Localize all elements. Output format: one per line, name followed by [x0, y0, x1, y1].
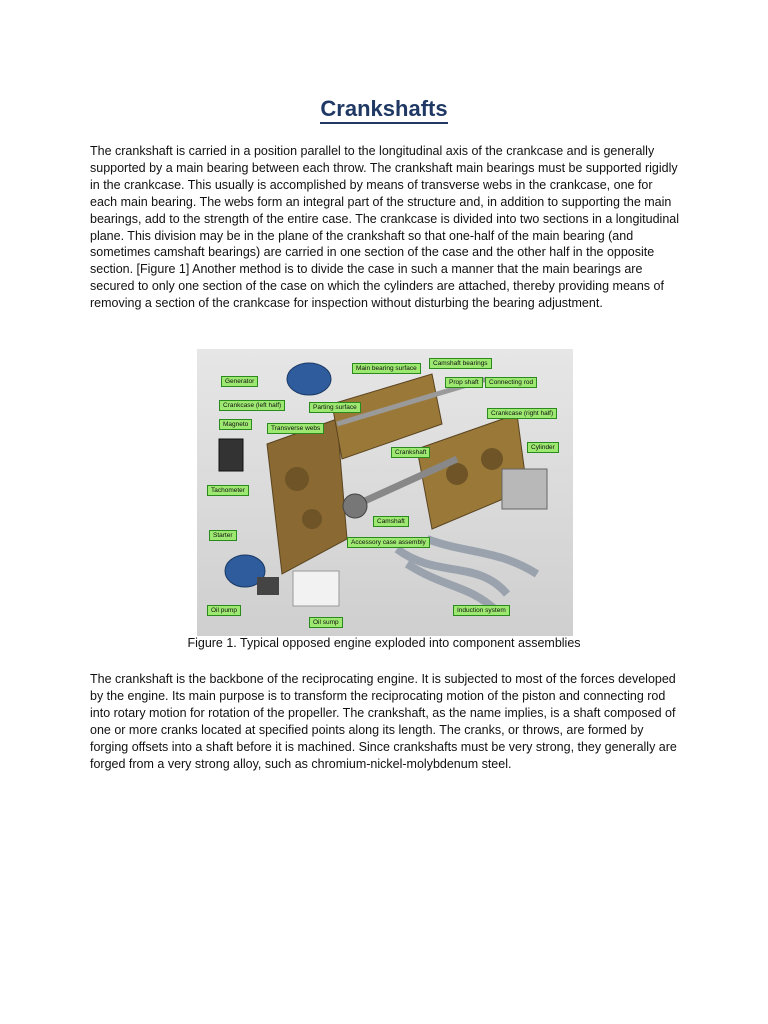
figure-label-cylinder: Cylinder	[527, 442, 559, 453]
figure-label-tachometer: Tachometer	[207, 485, 249, 496]
figure-label-induction-system: Induction system	[453, 605, 510, 616]
figure-label-oil-sump: Oil sump	[309, 617, 343, 628]
figure-label-connecting-rod: Connecting rod	[485, 377, 537, 388]
figure-label-transverse-webs: Transverse webs	[267, 423, 324, 434]
figure-label-parting-surface: Parting surface	[309, 402, 361, 413]
figure-label-crankshaft: Crankshaft	[391, 447, 430, 458]
engine-illustration	[197, 349, 573, 636]
figure-label-oil-pump: Oil pump	[207, 605, 241, 616]
magneto-shape	[219, 439, 243, 471]
cylinder-shape	[502, 469, 547, 509]
paragraph-intro: The crankshaft is carried in a position parallel to the longitudinal axis of the crankcase and is generally supported by a main bearing between each throw. The crankshaft main bearings must be supported rigidly in the crankcase. This usually is accomplished by means of transverse webs in the crankcase, one for each main bearing. The webs form an integral part of the structure and, in addition to supporting the main bearings, add to the strength of the entire case. The crankcase is divided into two sections in a longitudinal plane. This division may be in the plane of the crankshaft so that one-half of the main bearing (and sometimes camshaft bearings) are carried in one section of the case and the other half in the opposite section. [Figure 1] Another method is to divide the case in such a manner that the main bearings are secured to only one section of the case on which the cylinders are attached, thereby providing means of removing a section of the crankcase for inspection without disturbing the bearing adjustment.	[90, 144, 680, 311]
engine-exploded-figure	[197, 349, 573, 636]
paragraph-backbone: The crankshaft is the backbone of the reciprocating engine. It is subjected to most of the forces developed by the engine. Its main purpose is to transform the reciprocating motion of the piston and connecting rod into rotary motion for rotation of the propeller. The crankshaft, as the name implies, is a shaft composed of one or more cranks located at specified points along its length. The cranks, or throws, are formed by forging offsets into a shaft before it is machined. Since crankshafts must be very strong, they generally are forged from a very strong alloy, such as chromium-nickel-molybdenum steel.	[90, 672, 677, 771]
figure-label-prop-shaft: Prop shaft	[445, 377, 483, 388]
figure-label-crankcase-right: Crankcase (right half)	[487, 408, 557, 419]
generator-shape	[287, 363, 331, 395]
figure-label-accessory-case: Accessory case assembly	[347, 537, 430, 548]
figure-label-magneto: Magneto	[219, 419, 252, 430]
figure-label-starter: Starter	[209, 530, 237, 541]
figure-caption: Figure 1. Typical opposed engine exploded into component assemblies	[187, 636, 581, 650]
figure-label-crankcase-left: Crankcase (left half)	[219, 400, 285, 411]
oil-sump-shape	[293, 571, 339, 606]
figure-label-camshaft-bearings: Camshaft bearings	[429, 358, 492, 369]
oil-pump-shape	[257, 577, 279, 595]
figure-label-generator: Generator	[221, 376, 258, 387]
figure-label-camshaft: Camshaft	[373, 516, 409, 527]
figure-label-main-bearing-surface: Main bearing surface	[352, 363, 421, 374]
page-title: Crankshafts	[0, 96, 768, 122]
